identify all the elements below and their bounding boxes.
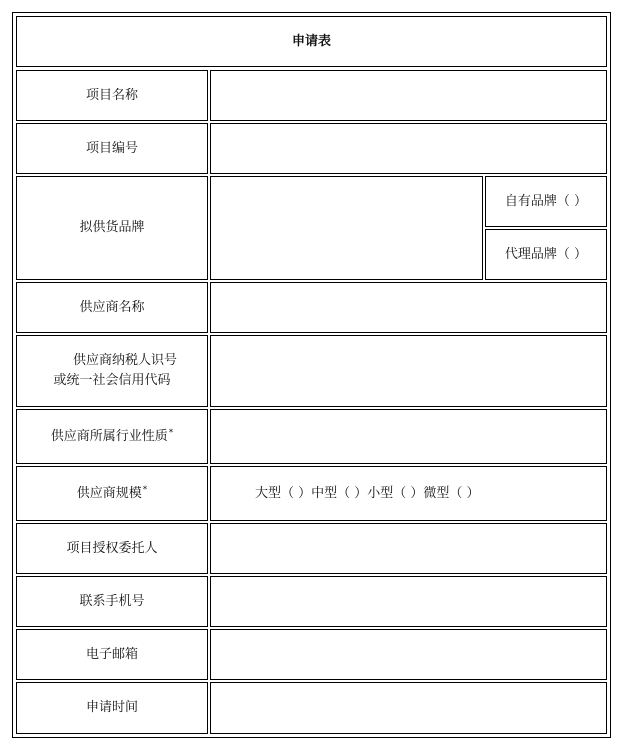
label-brand-text: 拟供货品牌	[79, 220, 145, 235]
field-project-name[interactable]	[210, 70, 607, 121]
label-tax-id	[16, 335, 208, 407]
label-authorized-person	[16, 523, 208, 574]
scale-options-text: 大型（ ）中型（ ）小型（ ）微型（ ）	[255, 485, 480, 501]
required-mark: *	[168, 427, 174, 438]
field-email[interactable]	[210, 629, 607, 680]
form-title-text: 申请表	[291, 33, 331, 49]
label-industry	[16, 409, 208, 464]
field-industry[interactable]	[210, 409, 607, 464]
label-tax-id-line2: 或统一社会信用代码	[53, 373, 171, 388]
label-email	[16, 629, 208, 680]
label-scale-text	[77, 484, 148, 504]
label-scale-value: 供应商规模	[76, 485, 142, 501]
field-tax-id[interactable]	[210, 335, 607, 407]
required-mark: *	[142, 484, 148, 495]
field-authorized-person[interactable]	[210, 523, 607, 574]
label-email-text: 电子邮箱	[85, 646, 138, 662]
label-brand	[16, 176, 208, 280]
label-supplier-name-text: 供应商名称	[79, 299, 145, 315]
label-project-code	[16, 123, 208, 174]
label-apply-time-text: 申请时间	[85, 700, 138, 715]
application-form	[12, 12, 611, 738]
option-agent-brand[interactable]	[485, 229, 607, 280]
label-industry-value: 供应商所属行业性质	[50, 428, 168, 444]
label-industry-text	[51, 427, 174, 447]
option-own-brand-text: 自有品牌（ ）	[504, 193, 588, 209]
label-phone-text: 联系手机号	[79, 593, 145, 609]
field-supplier-name[interactable]	[210, 282, 607, 333]
label-authorized-person-text: 项目授权委托人	[66, 540, 158, 556]
option-agent-brand-text: 代理品牌（ ）	[504, 246, 588, 262]
field-phone[interactable]	[210, 576, 607, 627]
field-project-code[interactable]	[210, 123, 607, 174]
field-apply-time[interactable]	[210, 682, 607, 734]
label-scale	[16, 466, 208, 521]
label-project-name	[16, 70, 208, 121]
label-supplier-name	[16, 282, 208, 333]
label-project-code-text: 项目编号	[85, 140, 138, 156]
label-tax-id-line1: 供应商纳税人识号	[72, 353, 177, 368]
label-apply-time	[16, 682, 208, 734]
label-project-name-text: 项目名称	[85, 87, 138, 103]
label-phone	[16, 576, 208, 627]
field-brand[interactable]	[210, 176, 483, 280]
field-scale-options[interactable]	[210, 466, 607, 521]
option-own-brand[interactable]	[485, 176, 607, 227]
form-title	[16, 16, 607, 67]
